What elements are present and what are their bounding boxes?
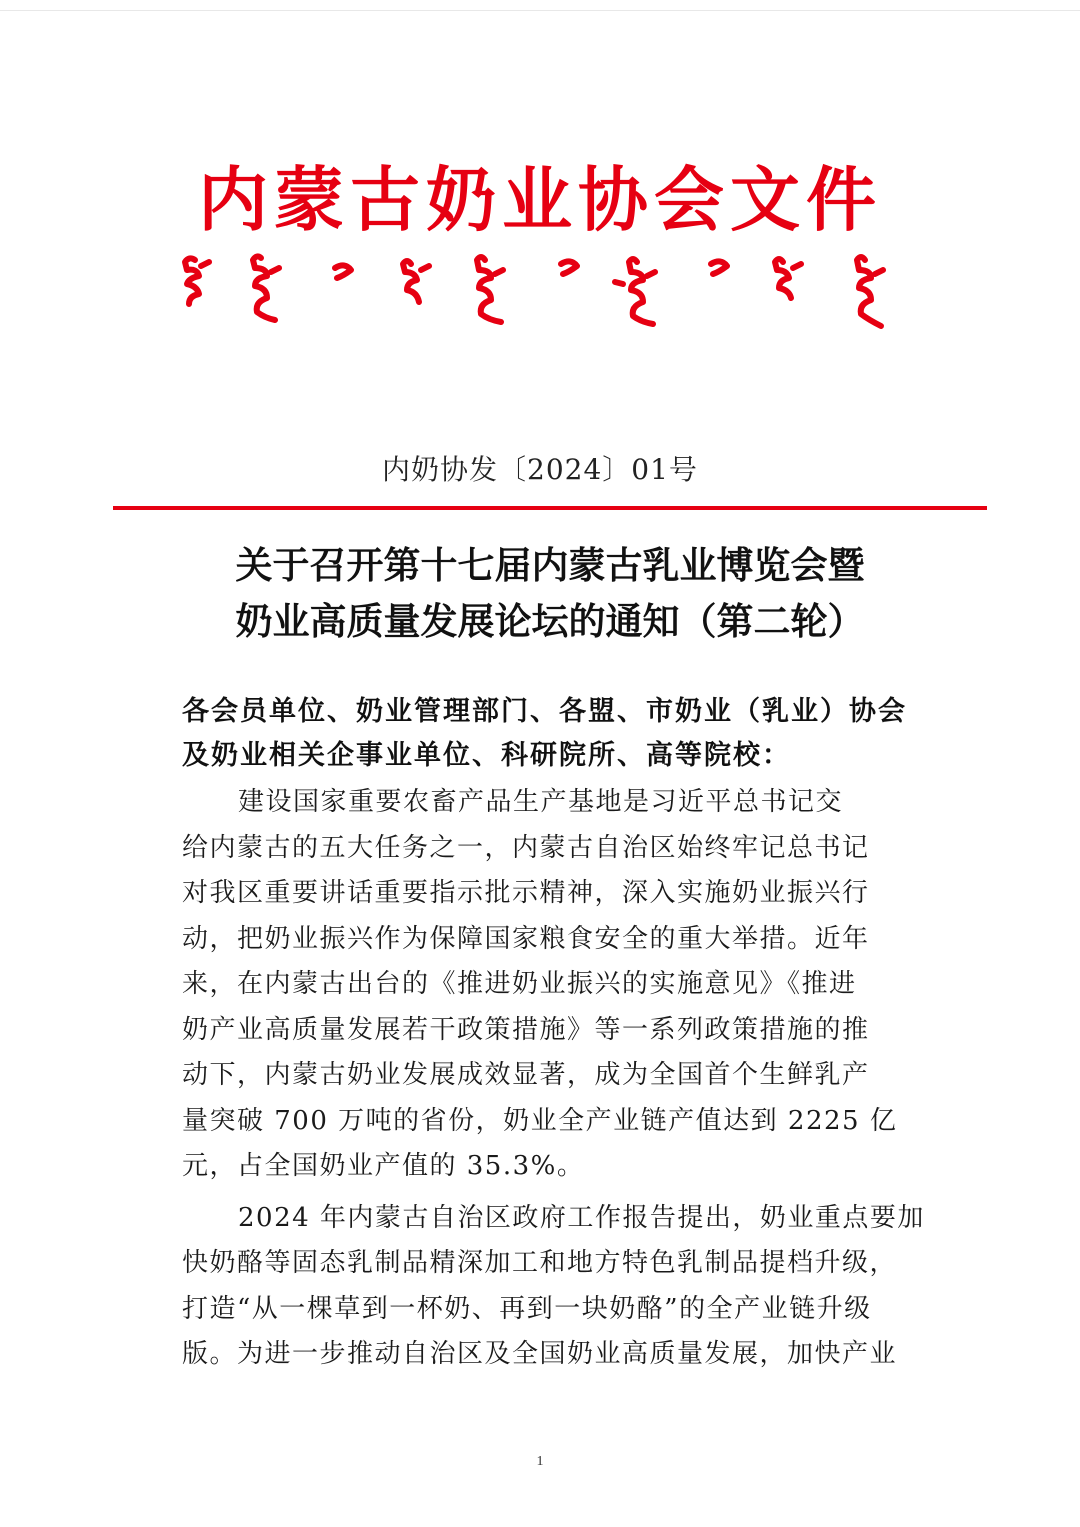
recipients-line-1: 各会员单位、奶业管理部门、各盟、市奶业（乳业）协会 bbox=[182, 696, 907, 727]
body-line: 动下，内蒙古奶业发展成效显著，成为全国首个生鲜乳产 bbox=[182, 1060, 870, 1090]
body-line: 元，占全国奶业产值的 35.3%。 bbox=[182, 1151, 585, 1181]
page-number: 1 bbox=[536, 1454, 544, 1469]
notice-title-line-2: 奶业高质量发展论坛的通知（第二轮） bbox=[235, 600, 865, 643]
body-line: 给内蒙古的五大任务之一，内蒙古自治区始终牢记总书记 bbox=[182, 832, 870, 863]
body-line: 快奶酪等固态乳制品精深加工和地方特色乳制品提档升级， bbox=[182, 1248, 898, 1278]
body-line: 量突破 700 万吨的省份，奶业全产业链产值达到 2225 亿 bbox=[182, 1105, 898, 1136]
body-line: 版。为进一步推动自治区及全国奶业高质量发展，加快产业 bbox=[182, 1339, 898, 1369]
recipients bbox=[182, 690, 942, 778]
document-number: 内奶协发〔2024〕01号 bbox=[382, 453, 698, 486]
body-line: 动，把奶业振兴作为保障国家粮食安全的重大举措。近年 bbox=[182, 923, 870, 954]
mongolian-script-title bbox=[175, 248, 905, 340]
body-text bbox=[182, 780, 938, 1378]
body-line: 奶产业高质量发展若干政策措施》等一系列政策措施的推 bbox=[182, 1014, 870, 1045]
body-line: 打造“从一棵草到一杯奶、再到一块奶酪”的全产业链升级 bbox=[182, 1293, 872, 1324]
recipients-line-2: 及奶业相关企事业单位、科研院所、高等院校： bbox=[182, 740, 791, 771]
body-line: 2024 年内蒙古自治区政府工作报告提出，奶业重点要加 bbox=[238, 1202, 925, 1233]
scan-edge-line bbox=[0, 10, 1080, 11]
body-line: 对我区重要讲话重要指示批示精神，深入实施奶业振兴行 bbox=[182, 878, 870, 908]
notice-title-line-1: 关于召开第十七届内蒙古乳业博览会暨 bbox=[235, 544, 865, 587]
header-title: 内蒙古奶业协会文件 bbox=[198, 158, 882, 241]
notice-title bbox=[120, 538, 980, 650]
red-divider-rule bbox=[113, 506, 987, 510]
body-line: 来，在内蒙古出台的《推进奶业振兴的实施意见》《推进 bbox=[182, 969, 857, 999]
body-line: 建设国家重要农畜产品生产基地是习近平总书记交 bbox=[238, 787, 844, 817]
